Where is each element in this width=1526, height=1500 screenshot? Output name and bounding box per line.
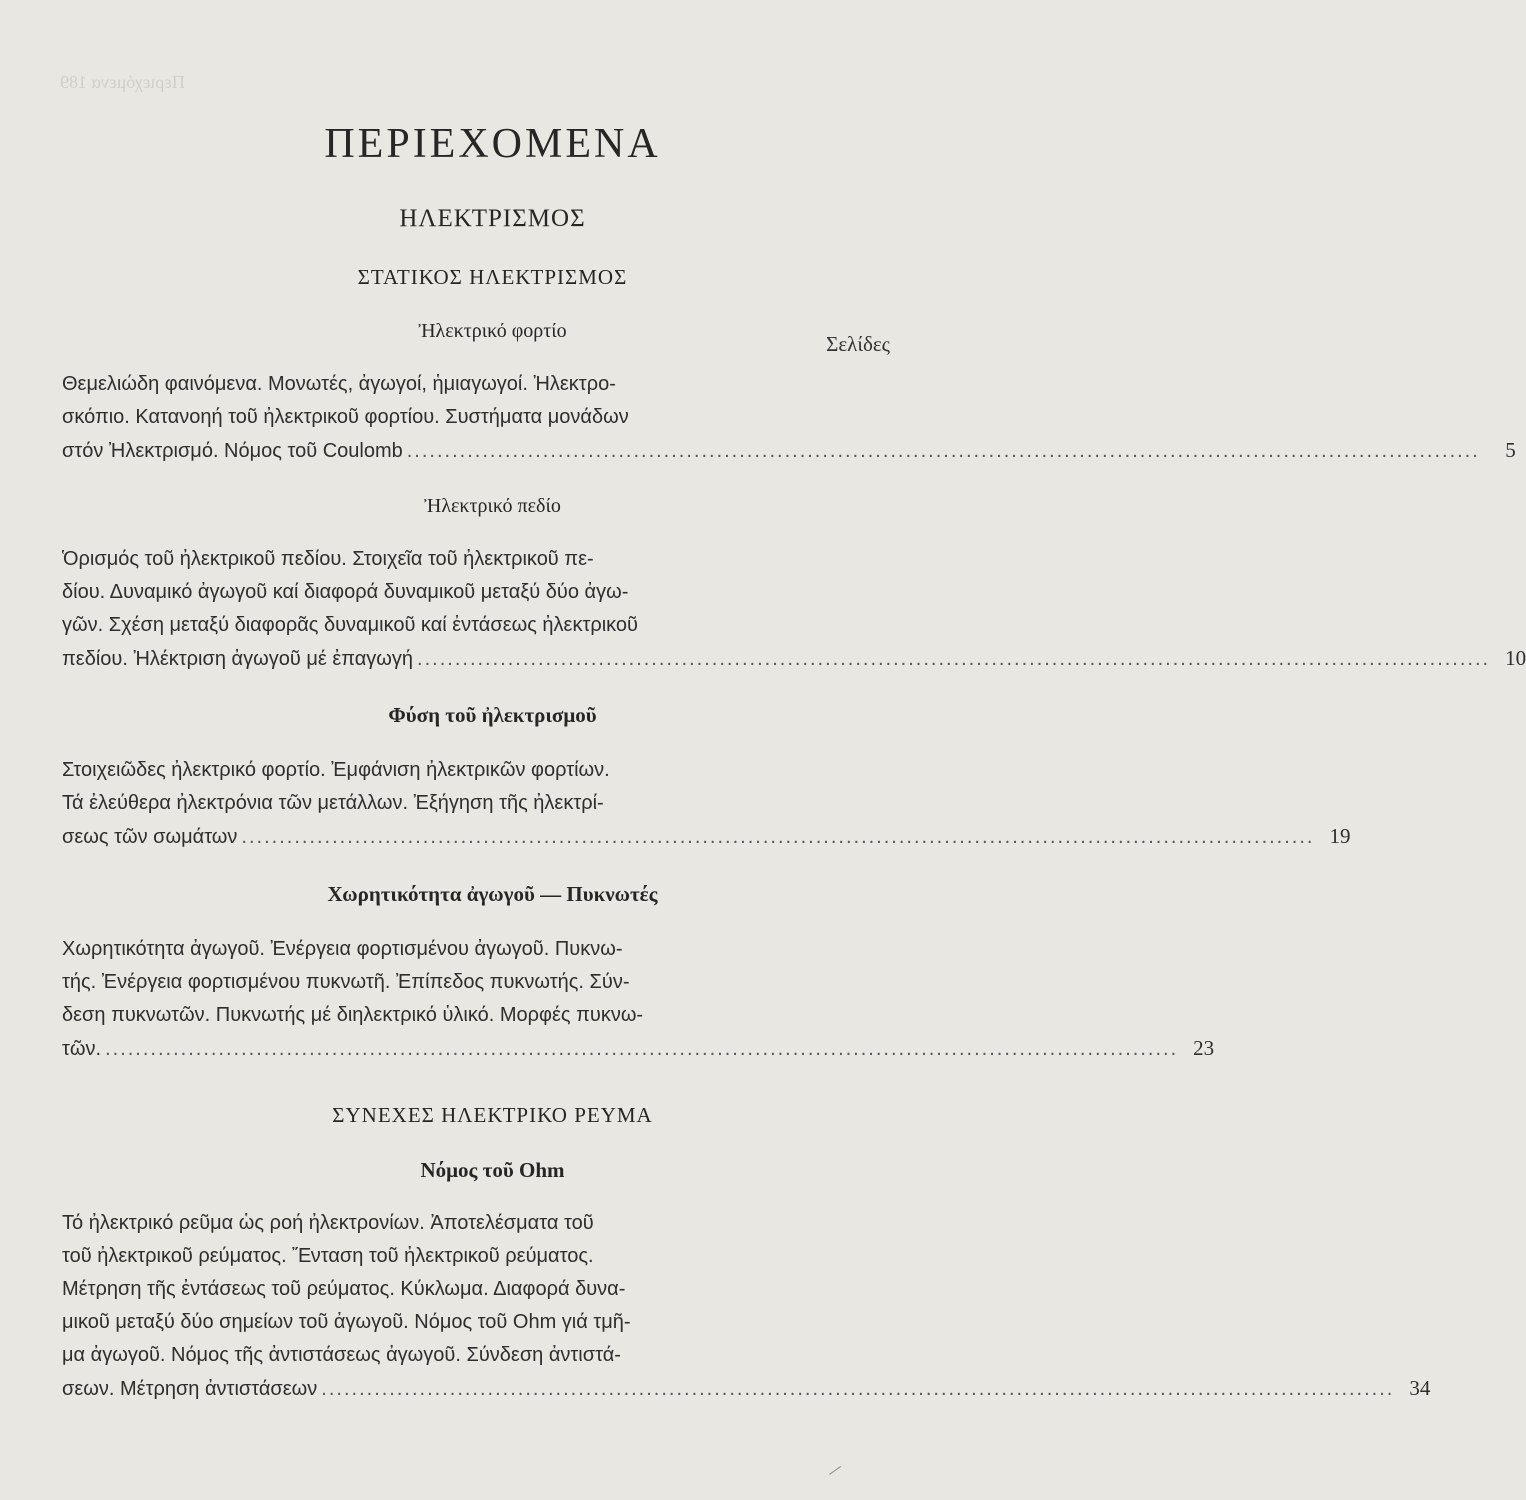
- dot-leader: ..............................................................................................................................................: [241, 826, 1315, 848]
- entry-line: Χωρητικότητα ἀγωγοῦ. Ἐνέργεια φορτισμένου ἀγωγοῦ. Πυκνω-: [62, 938, 623, 960]
- page-number: 10: [1505, 646, 1526, 670]
- section-entry-electric-charge: [62, 368, 1516, 468]
- bleed-through-text: Περιεχόμενα 189: [60, 72, 185, 92]
- dot-leader: ..............................................................................................................................................: [406, 440, 1480, 462]
- pages-column-label: Σελίδες: [826, 332, 890, 356]
- section-heading-capacitance: Χωρητικότητα ἀγωγοῦ — Πυκνωτές: [327, 882, 658, 906]
- entry-line: τοῦ ἠλεκτρικοῦ ρεύματος. Ἔνταση τοῦ ἠλεκτρικοῦ ρεύματος.: [62, 1245, 594, 1267]
- section-heading-nature-of-electricity: Φύση τοῦ ἠλεκτρισμοῦ: [388, 703, 597, 727]
- section-heading-ohms-law: Νόμος τοῦ Ohm: [420, 1158, 565, 1182]
- page-number: 34: [1409, 1376, 1431, 1400]
- entry-line: πεδίου. Ἠλέκτριση ἀγωγοῦ μέ ἐπαγωγή: [62, 648, 414, 670]
- section-entry-capacitance: [62, 933, 1215, 1066]
- entry-line: στόν Ἠλεκτρισμό. Νόμος τοῦ Coulomb: [62, 440, 403, 462]
- part-title: ΗΛΕΚΤΡΙΣΜΟΣ: [399, 205, 586, 232]
- part-title-direct-current: ΣΥΝΕΧΕΣ ΗΛΕΚΤΡΙΚΟ ΡΕΥΜΑ: [332, 1103, 653, 1127]
- entry-last-line: [62, 820, 1351, 854]
- section-heading-electric-charge: Ἠλεκτρικό φορτίο: [418, 320, 567, 342]
- entry-line: σεως τῶν σωμάτων: [62, 826, 238, 848]
- section-heading-electric-field: Ἠλεκτρικό πεδίο: [424, 495, 561, 517]
- entry-last-line: [62, 1032, 1215, 1066]
- entry-line: δεση πυκνωτῶν. Πυκνωτής μέ διηλεκτρικό ὑλικό. Μορφές πυκνω-: [62, 1004, 644, 1026]
- section-entry-nature-of-electricity: [62, 754, 1351, 854]
- page-number: 5: [1505, 438, 1516, 462]
- entry-last-line: [62, 1372, 1431, 1406]
- entry-line: σκόπιο. Κατανοηή τοῦ ἠλεκτρικοῦ φορτίου. Συστήματα μονάδων: [62, 406, 629, 428]
- entry-last-line: [62, 434, 1516, 468]
- page-title: ΠΕΡΙΕΧΟΜΕΝΑ: [324, 121, 661, 167]
- entry-line: Τό ἠλεκτρικό ρεῦμα ὡς ροή ἠλεκτρονίων. Ἀποτελέσματα τοῦ: [62, 1212, 594, 1234]
- entry-line: Θεμελιώδη φαινόμενα. Μονωτές, ἀγωγοί, ἡμιαγωγοί. Ἠλεκτρο-: [62, 373, 616, 395]
- entry-line: δίου. Δυναμικό ἀγωγοῦ καί διαφορά δυναμικοῦ μεταξύ δύο ἀγω-: [62, 581, 629, 603]
- dot-leader: ..............................................................................................................................................: [105, 1038, 1179, 1060]
- entry-line: μικοῦ μεταξύ δύο σημείων τοῦ ἀγωγοῦ. Νόμος τοῦ Ohm γιά τμῆ-: [62, 1311, 631, 1333]
- entry-line: Ὁρισμός τοῦ ἠλεκτρικοῦ πεδίου. Στοιχεῖα τοῦ ἠλεκτρικοῦ πε-: [62, 548, 594, 570]
- entry-line: γῶν. Σχέση μεταξύ διαφορᾶς δυναμικοῦ καί ἐντάσεως ἠλεκτρικοῦ: [62, 614, 638, 636]
- section-entry-electric-field: [62, 543, 1526, 676]
- page-number: 23: [1193, 1036, 1215, 1060]
- entry-line: σεων. Μέτρηση ἀντιστάσεων: [62, 1378, 318, 1400]
- paper-mark: [829, 1466, 847, 1483]
- entry-line: Μέτρηση τῆς ἐντάσεως τοῦ ρεύματος. Κύκλωμα. Διαφορά δυνα-: [62, 1278, 626, 1300]
- page-number: 19: [1329, 824, 1351, 848]
- entry-line: Τά ἐλεύθερα ἠλεκτρόνια τῶν μετάλλων. Ἐξήγηση τῆς ἠλεκτρί-: [62, 792, 604, 814]
- part-subtitle: ΣΤΑΤΙΚΟΣ ΗΛΕΚΤΡΙΣΜΟΣ: [357, 265, 628, 289]
- entry-line: Στοιχειῶδες ἠλεκτρικό φορτίο. Ἐμφάνιση ἠλεκτρικῶν φορτίων.: [62, 759, 610, 781]
- entry-line: μα ἀγωγοῦ. Νόμος τῆς ἀντιστάσεως ἀγωγοῦ. Σύνδεση ἀντιστά-: [62, 1344, 621, 1366]
- entry-last-line: [62, 642, 1526, 676]
- entry-line: τῶν.: [62, 1038, 102, 1060]
- entry-line: τής. Ἐνέργεια φορτισμένου πυκνωτῆ. Ἐπίπεδος πυκνωτής. Σύν-: [62, 971, 630, 993]
- dot-leader: ..............................................................................................................................................: [417, 648, 1491, 670]
- section-entry-ohms-law: [62, 1207, 1431, 1406]
- dot-leader: ..............................................................................................................................................: [321, 1378, 1395, 1400]
